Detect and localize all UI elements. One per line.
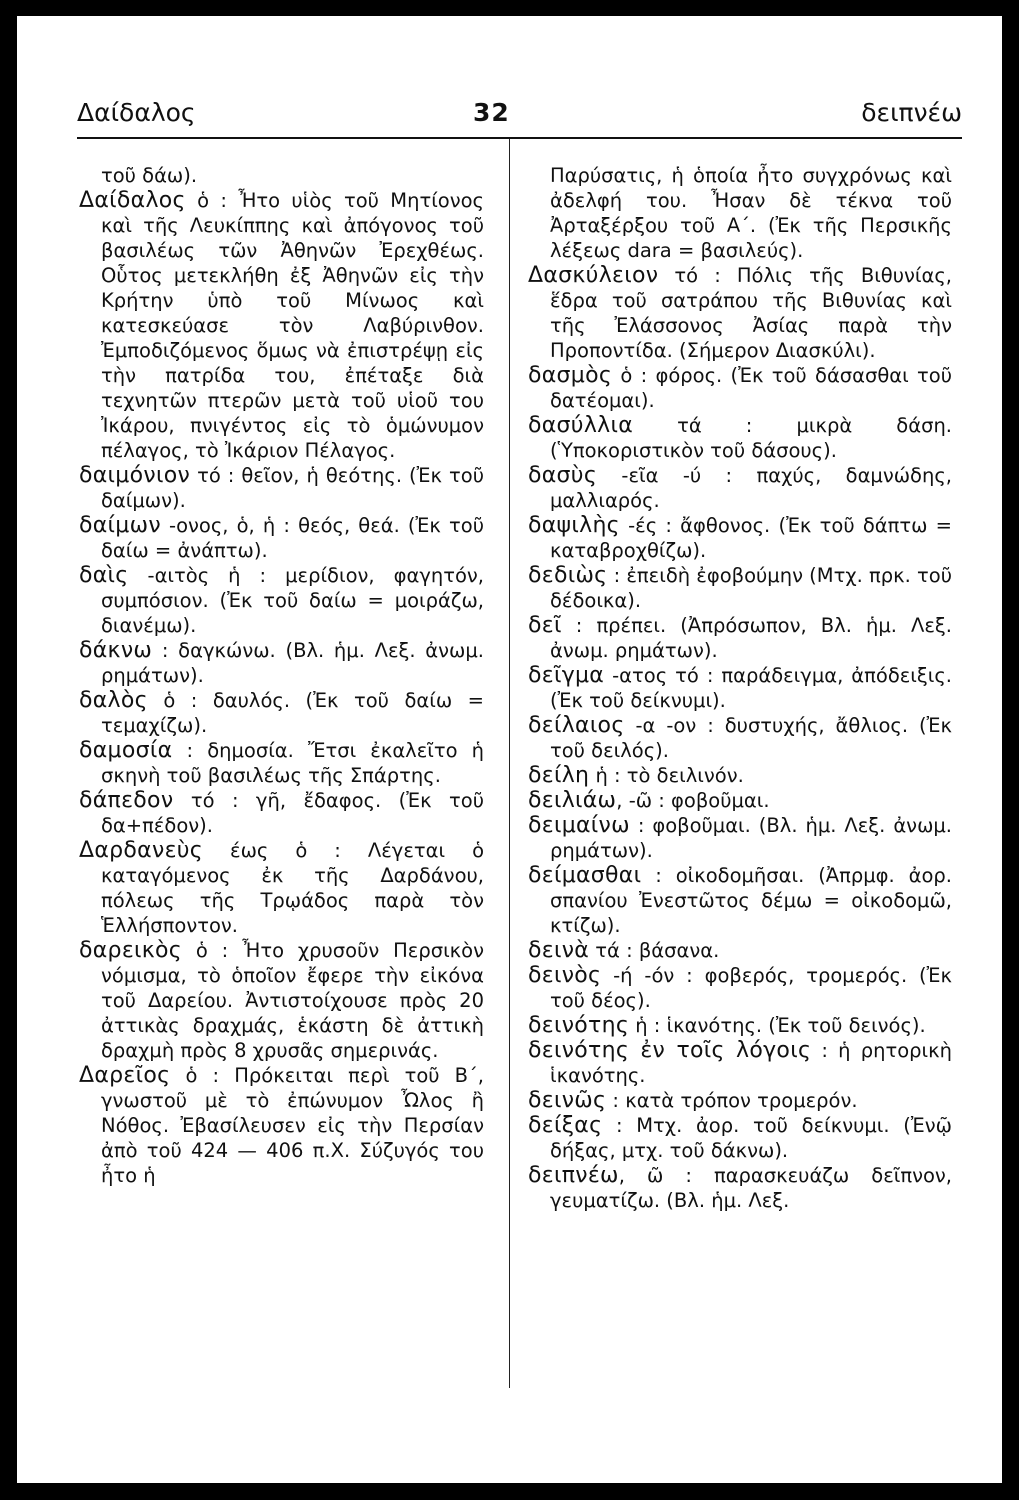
entry-definition: -ατος τό : παράδειγμα, ἀπόδειξις. (Ἐκ τοῦ δείκνυμι). bbox=[550, 664, 952, 712]
entry-headword: δεῖγμα bbox=[528, 663, 605, 688]
entry-definition: έως ὁ : Λέγεται ὁ καταγόμενος ἐκ τῆς Δαρδάνου, πόλεως τῆς Τρῳάδος παρὰ τὸν Ἑλλήσποντον. bbox=[101, 839, 484, 937]
entry-headword: δεινότης ἐν τοῖς λόγοις bbox=[528, 1038, 812, 1063]
dictionary-entry bbox=[528, 613, 952, 663]
running-header bbox=[17, 98, 1002, 138]
page-number: 32 bbox=[473, 98, 510, 127]
entry-headword: δείμασθαι bbox=[528, 863, 642, 888]
entry-definition: : ἡ ρητορικὴ ἱκανότης. bbox=[550, 1039, 952, 1087]
dictionary-entry bbox=[528, 1163, 952, 1213]
dictionary-entry bbox=[79, 463, 484, 513]
dictionary-entry bbox=[528, 788, 952, 813]
header-first-word: Δαίδαλος bbox=[77, 98, 196, 127]
dictionary-page bbox=[17, 16, 1002, 1483]
header-last-word: δειπνέω bbox=[861, 98, 962, 127]
dictionary-entry bbox=[79, 188, 484, 463]
entry-headword: δείξας bbox=[528, 1113, 603, 1138]
header-rule bbox=[77, 137, 962, 139]
right-column bbox=[528, 163, 952, 1213]
entry-definition: τοῦ δάω). bbox=[101, 164, 198, 187]
entry-definition: ἡ : ἱκανότης. (Ἐκ τοῦ δεινός). bbox=[629, 1014, 926, 1037]
entry-headword: δάπεδον bbox=[79, 788, 174, 813]
entry-definition: τό : θεῖον, ἡ θεότης. (Ἐκ τοῦ δαίμων). bbox=[101, 464, 484, 512]
entry-headword: δαὶς bbox=[79, 563, 129, 588]
entry-definition: : οἰκοδομῆσαι. (Ἀπρμφ. ἀορ. σπανίου Ἐνεστῶτος δέμω = οἰκοδομῶ, κτίζω). bbox=[550, 864, 952, 937]
entry-definition: -ή -όν : φοβερός, τρομερός. (Ἐκ τοῦ δέος). bbox=[550, 964, 952, 1012]
dictionary-entry bbox=[79, 788, 484, 838]
dictionary-entry bbox=[528, 563, 952, 613]
entry-headword: δεῖ bbox=[528, 613, 562, 638]
entry-definition: : Μτχ. ἀορ. τοῦ δείκνυμι. (Ἐνῷ δήξας, μτχ. τοῦ δάκνω). bbox=[550, 1114, 952, 1162]
entry-definition: τό : γῆ, ἔδαφος. (Ἐκ τοῦ δα+πέδον). bbox=[101, 789, 484, 837]
entry-definition: : δημοσία. Ἔτσι ἐκαλεῖτο ἡ σκηνὴ τοῦ βασιλέως τῆς Σπάρτης. bbox=[101, 739, 484, 787]
dictionary-entry bbox=[79, 838, 484, 938]
entry-headword: δειλιάω bbox=[528, 788, 617, 813]
entry-headword: δάκνω bbox=[79, 638, 153, 663]
entry-headword: δασμὸς bbox=[528, 363, 613, 388]
dictionary-entry bbox=[528, 763, 952, 788]
entry-headword: Δαίδαλος bbox=[79, 188, 186, 213]
entry-definition: -αιτὸς ἡ : μερίδιον, φαγητόν, συμπόσιον. (Ἐκ τοῦ δαίω = μοιράζω, διανέμω). bbox=[101, 564, 484, 637]
dictionary-entry bbox=[79, 513, 484, 563]
entry-definition: ὁ : δαυλός. (Ἐκ τοῦ δαίω = τεμαχίζω). bbox=[101, 689, 484, 737]
dictionary-entry bbox=[528, 813, 952, 863]
entry-definition: Παρύσατις, ἡ ὁποία ἦτο συγχρόνως καὶ ἀδελφή του. Ἦσαν δὲ τέκνα τοῦ Ἀρταξέρξου τοῦ Α΄. (Ἐκ τῆς Περσικῆς λέξεως dara = βασιλεύς). bbox=[550, 164, 952, 262]
entry-definition: : ἐπειδὴ ἐφοβούμην (Μτχ. πρκ. τοῦ δέδοικα). bbox=[550, 564, 952, 612]
entry-headword: δεινῶς bbox=[528, 1088, 607, 1113]
entry-definition: , ῶ : παρασκευάζω δεῖπνον, γευματίζω. (Βλ. ἡμ. Λεξ. bbox=[550, 1164, 952, 1212]
left-column bbox=[79, 163, 484, 1188]
entry-definition: τό : Πόλις τῆς Βιθυνίας, ἕδρα τοῦ σατράπου τῆς Βιθυνίας καὶ τῆς Ἐλάσσονος Ἀσίας παρὰ τὴν Προποντίδα. (Σήμερον Διασκύλι). bbox=[550, 264, 952, 362]
entry-headword: Δασκύλειον bbox=[528, 263, 659, 288]
entry-headword: δαλὸς bbox=[79, 688, 148, 713]
dictionary-entry bbox=[79, 1063, 484, 1188]
entry-headword: δειπνέω bbox=[528, 1163, 619, 1188]
entry-definition: ὁ : φόρος. (Ἐκ τοῦ δάσασθαι τοῦ δατέομαι). bbox=[550, 364, 952, 412]
dictionary-entry bbox=[528, 363, 952, 413]
entry-headword: δαίμων bbox=[79, 513, 161, 538]
dictionary-entry bbox=[79, 163, 484, 188]
entry-headword: δασὺς bbox=[528, 463, 598, 488]
dictionary-entry bbox=[528, 463, 952, 513]
dictionary-entry bbox=[528, 863, 952, 938]
entry-definition: -α -ον : δυστυχής, ἄθλιος. (Ἐκ τοῦ δειλός). bbox=[550, 714, 952, 762]
entry-headword: δαψιλὴς bbox=[528, 513, 620, 538]
column-divider bbox=[509, 139, 510, 1388]
entry-headword: δεινὸς bbox=[528, 963, 602, 988]
entry-headword: δαιμόνιον bbox=[79, 463, 191, 488]
entry-definition: : πρέπει. (Ἀπρόσωπον, Βλ. ἡμ. Λεξ. ἀνωμ. ρημάτων). bbox=[550, 614, 952, 662]
dictionary-entry bbox=[528, 263, 952, 363]
dictionary-entry bbox=[528, 513, 952, 563]
entry-definition: : κατὰ τρόπον τρομερόν. bbox=[606, 1089, 858, 1112]
entry-headword: δειμαίνω bbox=[528, 813, 630, 838]
entry-definition: τά : μικρὰ δάση. (Ὑποκοριστικὸν τοῦ δάσους). bbox=[550, 414, 952, 462]
dictionary-entry bbox=[528, 163, 952, 263]
dictionary-entry bbox=[79, 688, 484, 738]
entry-headword: Δαρεῖος bbox=[79, 1063, 171, 1088]
entry-definition: ὁ : Ἦτο υἱὸς τοῦ Μητίονος καὶ τῆς Λευκίππης καὶ ἀπόγονος τοῦ βασιλέως τῶν Ἀθηνῶν Ἐρεχθέως. Οὗτος μετεκλήθη ἐξ Ἀθηνῶν εἰς τὴν Κρήτην ὑπὸ τοῦ Μίνωος καὶ κατεσκεύασε τὸν Λαβύρινθον. Ἐμποδιζόμενος ὅμως νὰ ἐπιστρέψῃ εἰς τὴν πατρίδα του, ἐπέταξε διὰ τεχνητῶν πτερῶν μετὰ τοῦ υἱοῦ του Ἰκάρου, πνιγέντος εἰς τὸ ὁμώνυμον πέλαγος, τὸ Ἰκάριον Πέλαγος. bbox=[101, 189, 484, 462]
entry-definition: ὁ : Ἦτο χρυσοῦν Περσικὸν νόμισμα, τὸ ὁποῖον ἔφερε τὴν εἰκόνα τοῦ Δαρείου. Ἀντιστοίχουσε πρὸς 20 ἀττικὰς δραχμάς, ἑκάστη δὲ ἀττικὴ δραχμὴ πρὸς 8 χρυσᾶς σημερινάς. bbox=[101, 939, 484, 1062]
entry-headword: Δαρδανεὺς bbox=[79, 838, 204, 863]
dictionary-entry bbox=[79, 938, 484, 1063]
entry-definition: -ές : ἄφθονος. (Ἐκ τοῦ δάπτω = καταβροχθίζω). bbox=[550, 514, 952, 562]
entry-headword: δεδιὼς bbox=[528, 563, 608, 588]
dictionary-entry bbox=[528, 413, 952, 463]
dictionary-entry bbox=[528, 938, 952, 963]
entry-definition: -ονος, ὁ, ἡ : θεός, θεά. (Ἐκ τοῦ δαίω = ἀνάπτω). bbox=[101, 514, 484, 562]
entry-definition: : φοβοῦμαι. (Βλ. ἡμ. Λεξ. ἀνωμ. ρημάτων). bbox=[550, 814, 952, 862]
entry-definition: , -ῶ : φοβοῦμαι. bbox=[616, 789, 770, 812]
entry-headword: δασύλλια bbox=[528, 413, 634, 438]
entry-headword: δαρεικὸς bbox=[79, 938, 183, 963]
entry-headword: δεινότης bbox=[528, 1013, 630, 1038]
dictionary-entry bbox=[528, 1038, 952, 1088]
dictionary-entry bbox=[528, 663, 952, 713]
dictionary-entry bbox=[528, 713, 952, 763]
dictionary-entry bbox=[79, 638, 484, 688]
dictionary-entry bbox=[528, 1013, 952, 1038]
entry-headword: δαμοσία bbox=[79, 738, 173, 763]
entry-headword: δεινὰ bbox=[528, 938, 590, 963]
dictionary-entry bbox=[528, 1113, 952, 1163]
entry-definition: ἡ : τὸ δειλινόν. bbox=[589, 764, 744, 787]
dictionary-entry bbox=[528, 1088, 952, 1113]
entry-definition: : δαγκώνω. (Βλ. ἡμ. Λεξ. ἀνωμ. ρημάτων). bbox=[101, 639, 484, 687]
dictionary-entry bbox=[79, 738, 484, 788]
entry-headword: δείλη bbox=[528, 763, 590, 788]
dictionary-entry bbox=[528, 963, 952, 1013]
entry-definition: ὁ : Πρόκειται περὶ τοῦ Β΄, γνωστοῦ μὲ τὸ ἐπώνυμον Ὦλος ἢ Νόθος. Ἐβασίλευσεν εἰς τὴν Περσίαν ἀπὸ τοῦ 424 — 406 π.Χ. Σύζυγός του ἦτο ἡ bbox=[101, 1064, 484, 1187]
entry-definition: -εῖα -ύ : παχύς, δαμνώδης, μαλλιαρός. bbox=[550, 464, 952, 512]
entry-headword: δείλαιος bbox=[528, 713, 625, 738]
entry-definition: τά : βάσανα. bbox=[589, 939, 720, 962]
dictionary-entry bbox=[79, 563, 484, 638]
